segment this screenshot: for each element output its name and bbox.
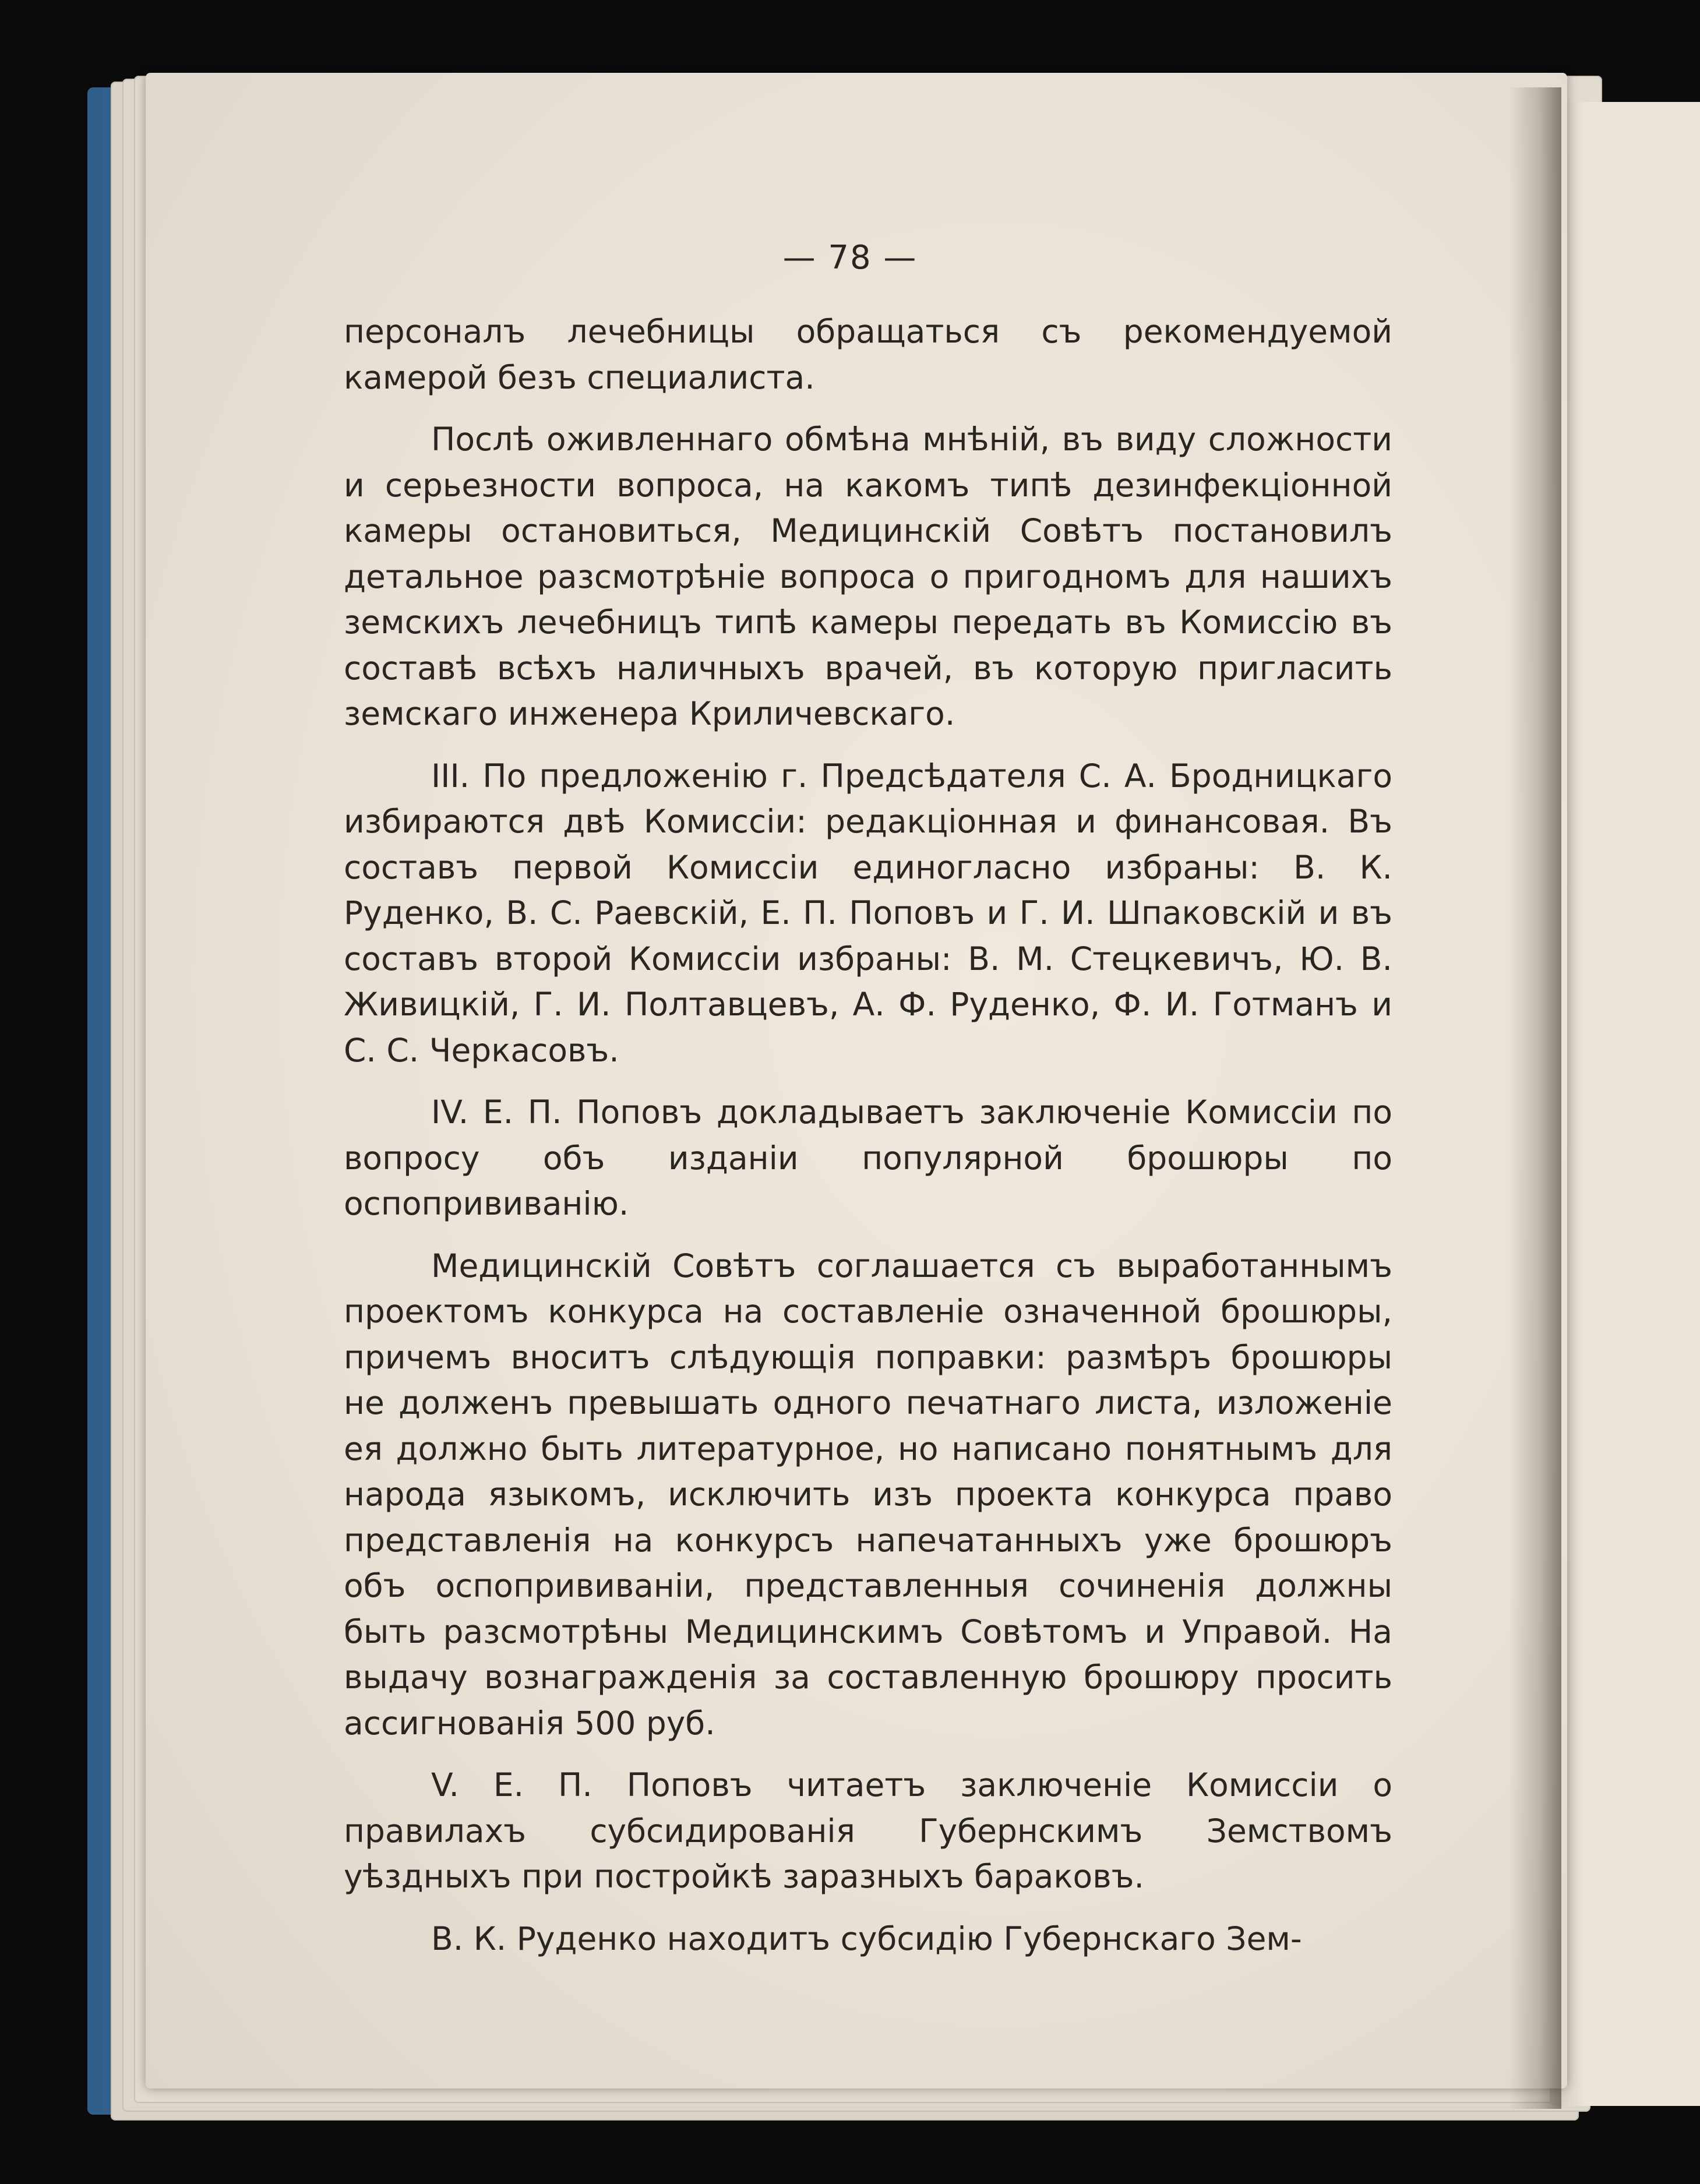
- paragraph: персоналъ лечебницы обращаться съ рекомендуемой камерой безъ специалиста.: [344, 313, 1392, 396]
- page-number: — 78 —: [782, 239, 918, 277]
- paragraph: III. По предложенію г. Предсѣдателя С. А. Бродницкаго избираются двѣ Комиссіи: редакціонная и финансовая. Въ составъ первой Комиссіи единогласно избраны: В. К. Руденко, В. С. Раевскій, Е. П. Поповъ и Г. И. Шпаковскій и въ составъ второй Комиссіи избраны: В. М. Стецкевичъ, Ю. В. Живицкій, Г. И. Полтавцевъ, А. Ф. Руденко, Ф. И. Готманъ и С. С. Черкасовъ.: [344, 757, 1392, 1069]
- paragraph: V. Е. П. Поповъ читаетъ заключеніе Комиссіи о правилахъ субсидированія Губернскимъ Земствомъ уѣздныхъ при постройкѣ заразныхъ бараковъ.: [344, 1766, 1392, 1895]
- page-text: [344, 309, 1392, 1978]
- paragraph: Послѣ оживленнаго обмѣна мнѣній, въ виду сложности и серьезности вопроса, на какомъ типѣ дезинфекціонной камеры остановиться, Медицинскій Совѣтъ постановилъ детальное разсмотрѣніе вопроса о пригодномъ для нашихъ земскихъ лечебницъ типѣ камеры передать въ Комиссію въ составѣ всѣхъ наличныхъ врачей, въ которую пригласить земскаго инженера Криличевскаго.: [344, 421, 1392, 732]
- paragraph: IV. Е. П. Поповъ докладываетъ заключеніе Комиссіи по вопросу объ изданіи популярной брошюры по оспопрививанію.: [344, 1093, 1392, 1222]
- gutter-shadow: [1509, 87, 1561, 2109]
- next-page-edge: [1550, 102, 1700, 2106]
- paragraph: Медицинскій Совѣтъ соглашается съ выработаннымъ проектомъ конкурса на составленіе означенной брошюры, причемъ вноситъ слѣдующія поправки: размѣръ брошюры не долженъ превышать одного печатнаго листа, изложеніе ея должно быть литературное, но написано понятнымъ для народа языкомъ, исключить изъ проекта конкурса право представленія на конкурсъ напечатанныхъ уже брошюръ объ оспопрививаніи, представленныя сочиненія должны быть разсмотрѣны Медицинскимъ Совѣтомъ и Управой. На выдачу вознагражденія за составленную брошюру просить ассигнованія 500 руб.: [344, 1247, 1392, 1742]
- paragraph: В. К. Руденко находитъ субсидію Губернскаго Зем-: [431, 1920, 1302, 1957]
